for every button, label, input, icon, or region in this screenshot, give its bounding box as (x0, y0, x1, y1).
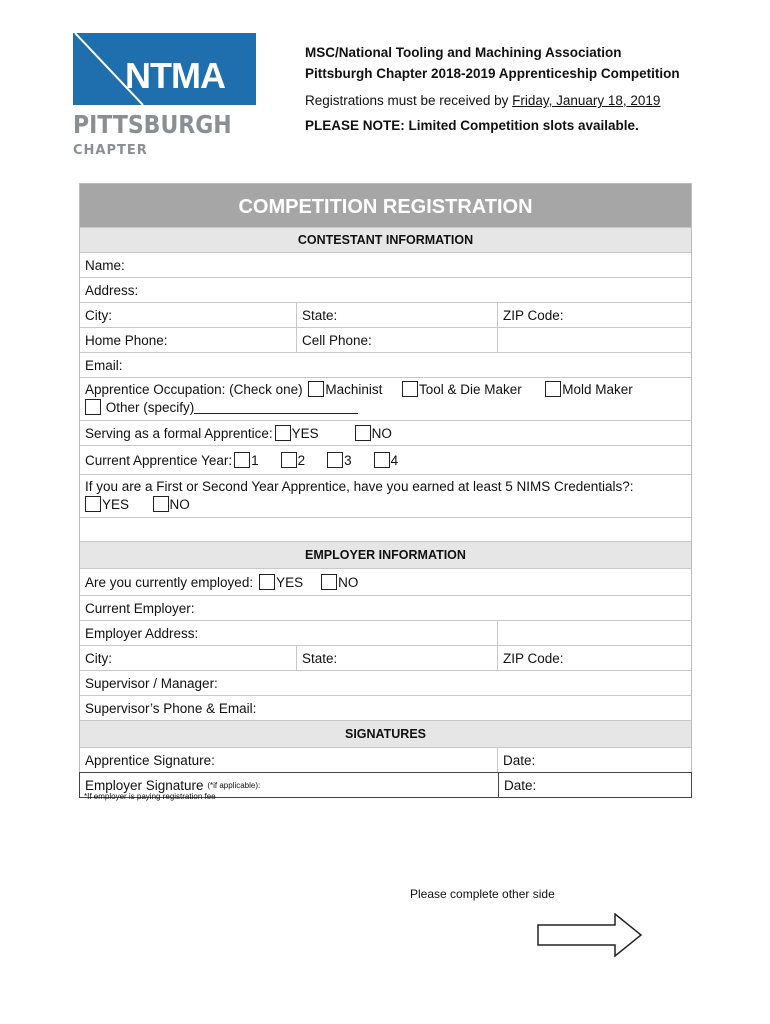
formal-apprentice-row (80, 420, 691, 445)
employer-signature-note: (*if applicable): (207, 780, 261, 790)
name-field[interactable]: Name: (85, 257, 125, 273)
formal-no-label: NO (371, 425, 392, 441)
occupation-label: Apprentice Occupation: (Check one) (85, 382, 303, 397)
city-state-zip-row (80, 302, 691, 327)
formal-yes-label: YES (291, 425, 319, 441)
name-row[interactable] (80, 252, 691, 277)
section-contestant: CONTESTANT INFORMATION (80, 227, 691, 252)
section-employer: EMPLOYER INFORMATION (80, 541, 691, 568)
nims-question: If you are a First or Second Year Apprentice, have you earned at least 5 NIMS Credentials?: (85, 479, 634, 494)
employed-yes-checkbox[interactable] (259, 574, 275, 590)
formal-yes-checkbox[interactable] (275, 425, 291, 441)
employer-address-row (80, 620, 691, 645)
section-signatures: SIGNATURES (80, 720, 691, 747)
phone-row (80, 327, 691, 352)
other-label: Other (specify) (105, 400, 195, 415)
phone-blank-cell (497, 328, 691, 352)
address-field[interactable]: Address: (85, 282, 139, 298)
supervisor-contact-field[interactable]: Supervisor’s Phone & Email: (85, 700, 257, 716)
supervisor-contact-row[interactable] (80, 695, 691, 720)
right-arrow-icon (537, 913, 643, 957)
nims-yes-label: YES (102, 497, 130, 512)
other-specify-line[interactable] (194, 401, 358, 414)
machinist-checkbox[interactable] (308, 381, 324, 397)
email-row[interactable] (80, 352, 691, 377)
employer-zip-field[interactable]: ZIP Code: (497, 646, 691, 670)
formal-label: Serving as a formal Apprentice: (85, 425, 273, 441)
footnote: *If employer is paying registration fee (84, 792, 216, 801)
logo-city: PITTSBURGH (73, 110, 232, 139)
apprentice-signature-row (80, 747, 691, 772)
year-4-checkbox[interactable] (374, 452, 390, 468)
nims-row (80, 474, 691, 517)
state-field[interactable]: State: (296, 303, 497, 327)
occupation-row (80, 377, 691, 420)
mold-maker-label: Mold Maker (562, 382, 633, 397)
year-2-label: 2 (297, 452, 306, 468)
blank-row (80, 517, 691, 541)
complete-other-side: Please complete other side (410, 887, 555, 901)
apprentice-date-field[interactable]: Date: (497, 748, 691, 772)
mold-maker-checkbox[interactable] (545, 381, 561, 397)
employed-no-checkbox[interactable] (321, 574, 337, 590)
employed-no-label: NO (338, 574, 359, 590)
city-field[interactable]: City: (85, 307, 112, 323)
year-1-label: 1 (251, 452, 259, 468)
year-2-checkbox[interactable] (281, 452, 297, 468)
header-line-4: PLEASE NOTE: Limited Competition slots available. (305, 118, 639, 133)
year-3-checkbox[interactable] (327, 452, 343, 468)
employer-signature-label: Employer Signature (85, 777, 204, 793)
year-label: Current Apprentice Year: (85, 452, 233, 468)
employer-city-field[interactable]: City: (85, 650, 112, 666)
year-3-label: 3 (344, 452, 352, 468)
formal-no-checkbox[interactable] (355, 425, 371, 441)
header-line-1: MSC/National Tooling and Machining Association (305, 45, 622, 60)
tool-die-checkbox[interactable] (402, 381, 418, 397)
header-line-3 (305, 93, 660, 108)
employer-city-row (80, 645, 691, 670)
nims-no-label: NO (169, 497, 190, 512)
current-employer-field[interactable]: Current Employer: (85, 600, 195, 616)
ntma-logo (73, 33, 256, 105)
deadline-prefix: Registrations must be received by (305, 93, 513, 108)
address-row[interactable] (80, 277, 691, 302)
employer-address-field[interactable]: Employer Address: (85, 625, 199, 641)
cell-phone-field[interactable]: Cell Phone: (296, 328, 497, 352)
registration-form (79, 183, 692, 798)
employed-row (80, 568, 691, 595)
employer-address-blank (497, 621, 691, 645)
current-employer-row[interactable] (80, 595, 691, 620)
machinist-label: Machinist (325, 382, 383, 397)
zip-field[interactable]: ZIP Code: (497, 303, 691, 327)
tool-die-label: Tool & Die Maker (418, 382, 522, 397)
year-1-checkbox[interactable] (234, 452, 250, 468)
supervisor-field[interactable]: Supervisor / Manager: (85, 675, 218, 691)
email-field[interactable]: Email: (85, 357, 123, 373)
other-checkbox[interactable] (85, 399, 101, 415)
home-phone-field[interactable]: Home Phone: (85, 332, 168, 348)
deadline-date: Friday, January 18, 2019 (512, 93, 661, 108)
header-line-2: Pittsburgh Chapter 2018-2019 Apprenticeship Competition (305, 66, 680, 81)
nims-no-checkbox[interactable] (153, 496, 169, 512)
employed-yes-label: YES (276, 574, 304, 590)
employer-state-field[interactable]: State: (296, 646, 497, 670)
year-4-label: 4 (390, 452, 399, 468)
apprentice-year-row (80, 445, 691, 474)
logo-wordmark: NTMA (125, 55, 225, 96)
supervisor-row[interactable] (80, 670, 691, 695)
employer-date-field[interactable]: Date: (498, 773, 691, 797)
apprentice-signature-field[interactable]: Apprentice Signature: (85, 752, 215, 768)
nims-yes-checkbox[interactable] (85, 496, 101, 512)
employed-label: Are you currently employed: (85, 574, 254, 590)
logo-chapter: CHAPTER (73, 143, 148, 158)
form-title: COMPETITION REGISTRATION (80, 184, 691, 227)
